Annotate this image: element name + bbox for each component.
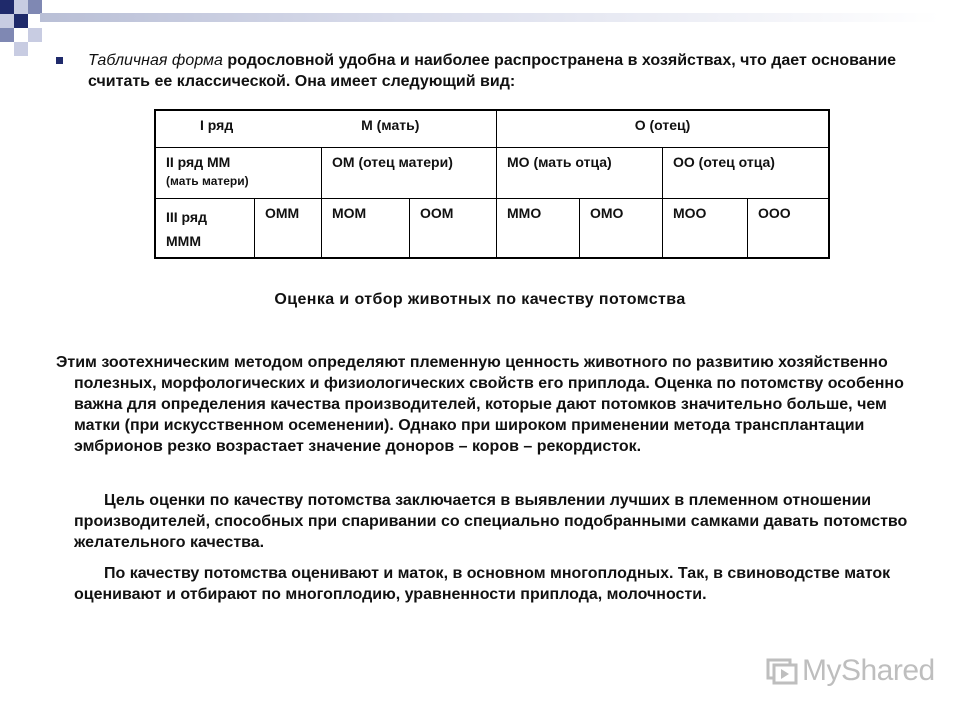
row1-father-cell	[497, 110, 830, 148]
table-row	[155, 110, 829, 148]
row3-label: III ряд МММ	[155, 199, 255, 259]
corner-block-light	[14, 0, 28, 14]
row3-cell: ОММ	[255, 199, 322, 259]
corner-block-navy	[0, 0, 14, 14]
row2-label-note: (мать матери)	[166, 174, 249, 188]
corner-block-light-2	[0, 14, 14, 28]
section-heading: Оценка и отбор животных по качеству потомства	[274, 291, 686, 308]
row2-label-cell	[155, 148, 322, 199]
row3-cell: ООО	[748, 199, 830, 259]
row2-cell-mo: МО (мать отца)	[497, 148, 663, 199]
row2-cell-om: ОМ (отец матери)	[322, 148, 497, 199]
row3-cell: МОО	[663, 199, 748, 259]
pedigree-table	[154, 109, 830, 259]
intro-italic-lead: Табличная форма	[88, 52, 223, 69]
row1-label: I ряд	[200, 117, 234, 133]
table-row	[155, 199, 829, 259]
table-row	[155, 148, 829, 199]
slide-logo-icon	[766, 656, 798, 686]
row3-cell: ММО	[497, 199, 580, 259]
bullet-square-icon	[56, 57, 63, 64]
watermark-text: MyShared	[802, 654, 935, 687]
corner-block-slate	[28, 0, 42, 14]
row3-cell: МОМ	[322, 199, 410, 259]
row3-cell: ОМО	[580, 199, 663, 259]
row1-father: О (отец)	[634, 117, 691, 133]
corner-block-navy-2	[14, 14, 28, 28]
corner-block-slate-2	[0, 28, 14, 42]
row2-cell-oo: ОО (отец отца)	[663, 148, 830, 199]
row1-mother-cell	[155, 110, 497, 148]
body-paragraph-2: Цель оценки по качеству потомства заключается в выявлении лучших в племенном отношении производителей, способных при спаривании со специально подобранными самками давать потомство желательного качества.	[74, 492, 908, 551]
corner-block-light-3	[28, 28, 42, 42]
intro-paragraph	[56, 50, 926, 92]
body-paragraph-3: По качеству потомства оценивают и маток, в основном многоплодных. Так, в свиноводстве маток оценивают и отбирают по многоплодию, уравненности приплода, молочности.	[74, 565, 891, 603]
row3-cell: ООМ	[410, 199, 497, 259]
corner-block-light-4	[14, 42, 28, 56]
row1-mother: М (мать)	[361, 117, 420, 133]
watermark	[766, 654, 935, 688]
intro-text: родословной удобна и наиболее распространена в хозяйствах, что дает основание считать ее классической. Она имеет следующий вид:	[88, 52, 897, 90]
row2-label: II ряд ММ	[166, 154, 231, 170]
top-decorative-bar	[40, 13, 940, 22]
body-paragraph-1: Этим зоотехническим методом определяют племенную ценность животного по развитию хозяйственно полезных, морфологических и физиологических свойств его приплода. Оценка по потомству особенно важна для определения качества производителей, которые дают потомков значительно больше, чем матки (при искусственном осеменении). Однако при широком применении метода трансплантации эмбрионов резко возрастает значение доноров – коров – рекордисток.	[56, 354, 904, 455]
